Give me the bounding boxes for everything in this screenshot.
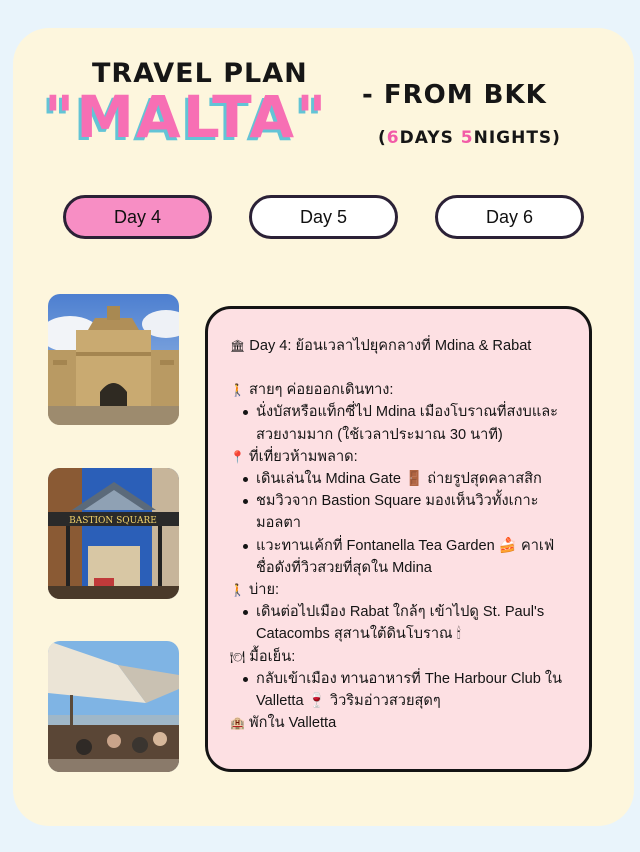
list-item: กลับเข้าเมือง ทานอาหารที่ The Harbour Club ใน Valletta 🍷 วิวริมอ่าวสวยสุดๆ [256,668,569,712]
afternoon-heading: 🚶 บ่าย: [230,582,280,599]
tab-day-4[interactable]: Day 4 [63,195,212,239]
dinner-list [230,668,569,712]
morning-heading: 🚶 สายๆ ค่อยออกเดินทาง: [230,382,394,399]
afternoon-list [230,601,569,645]
hotel-icon: 🏨 [230,716,245,731]
itinerary-panel [205,306,592,772]
list-item: เดินต่อไปเมือง Rabat ใกล้ๆ เข้าไปดู St. Paul's Catacombs สุสานใต้ดินโบราณ 🕯 [256,601,569,645]
sights-heading: 📍 ที่เที่ยวห้ามพลาด: [230,448,358,465]
list-item: ชมวิวจาก Bastion Square มองเห็นวิวทั้งเกาะมอลตา [256,490,569,534]
walking-icon: 🚶 [230,583,245,598]
mdina-gate-photo [48,294,179,425]
morning-list [230,401,569,445]
dining-icon: 🍽 [230,649,246,664]
destination-title: "MALTA" [44,83,329,151]
tab-day-5[interactable]: Day 5 [249,195,398,239]
bastion-square-photo [48,468,179,599]
building-icon: 🏛 [230,339,246,353]
svg-text:BASTION SQUARE: BASTION SQUARE [69,516,157,526]
travel-plan-heading: TRAVEL PLAN [92,58,308,89]
sights-list [230,468,569,579]
itinerary-title: 🏛 Day 4: ย้อนเวลาไปยุคกลางที่ Mdina & Rabat [230,338,532,354]
walking-icon: 🚶 [230,383,245,398]
duration-label: (6DAYS 5NIGHTS) [378,128,561,148]
tab-day-6[interactable]: Day 6 [435,195,584,239]
origin-label: - FROM BKK [362,80,547,110]
stay-line: 🏨 พักใน Valletta [230,715,337,732]
list-item: นั่งบัสหรือแท็กซี่ไป Mdina เมืองโบราณที่สงบและสวยงามมาก (ใช้เวลาประมาณ 30 นาที) [256,401,569,445]
dinner-heading: 🍽 มื้อเย็น: [230,648,296,665]
list-item: แวะทานเค้กที่ Fontanella Tea Garden 🍰 คาเฟ่ชื่อดังที่วิวสวยที่สุดใน Mdina [256,535,569,579]
list-item: เดินเล่นใน Mdina Gate 🚪 ถ่ายรูปสุดคลาสสิก [256,468,569,490]
harbour-cafe-photo [48,641,179,772]
pin-icon: 📍 [230,449,245,464]
